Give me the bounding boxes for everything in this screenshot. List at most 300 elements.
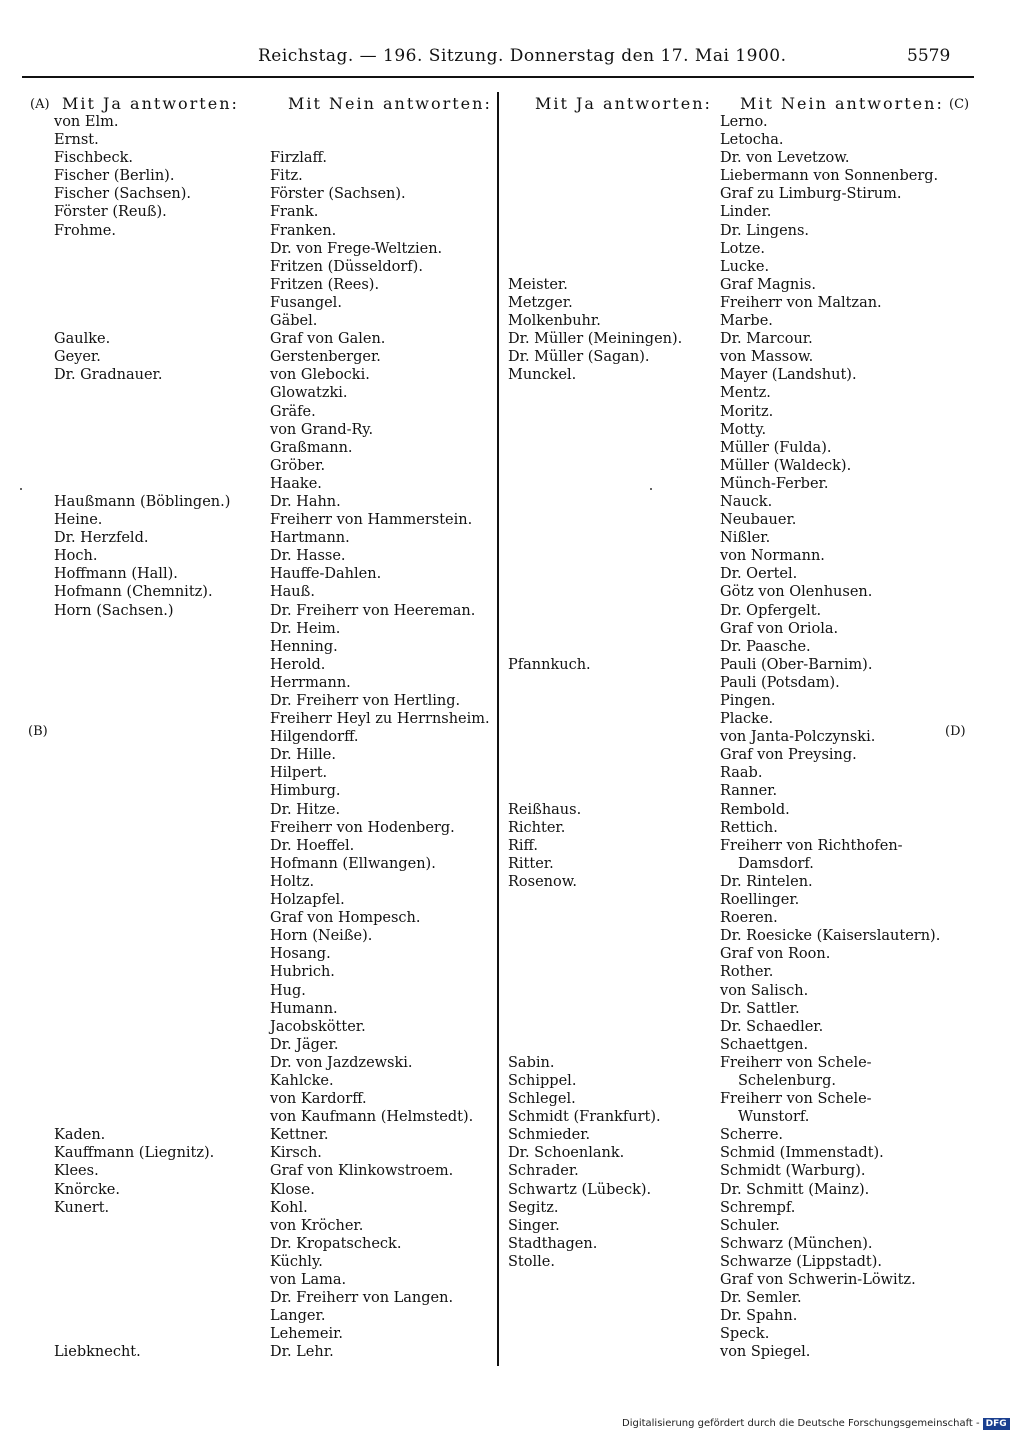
name-entry — [508, 963, 682, 981]
name-entry: Dr. Müller (Meiningen). — [508, 331, 683, 348]
name-entry — [54, 1398, 230, 1416]
name-entry — [54, 1000, 230, 1018]
name-entry: Dr. Lehr. — [270, 1344, 334, 1361]
name-entry — [508, 240, 682, 258]
name-entry: Rosenow. — [508, 873, 578, 890]
name-entry — [54, 1036, 230, 1054]
name-entry — [54, 421, 230, 439]
name-entry: Dr. Lingens. — [720, 222, 810, 239]
name-entry — [508, 403, 682, 421]
name-entry: Dr. Schaedler. — [720, 1018, 824, 1035]
name-entry: Herold. — [270, 656, 326, 673]
name-entry: Kaden. — [54, 1127, 106, 1144]
name-entry — [54, 891, 230, 909]
name-entry: Franken. — [270, 222, 337, 239]
name-entry: Hoch. — [54, 548, 98, 565]
name-entry: Scherre. — [720, 1127, 784, 1144]
name-entry: Moritz. — [720, 403, 774, 420]
name-entry — [508, 728, 682, 746]
name-entry: Horn (Sachsen.) — [54, 602, 174, 619]
name-entry — [54, 909, 230, 927]
name-entry: Molkenbuhr. — [508, 313, 601, 330]
name-entry — [54, 475, 230, 493]
name-entry: Schmid (Immenstadt). — [720, 1145, 884, 1162]
name-entry: Graf von Schwerin-Löwitz. — [720, 1272, 916, 1288]
name-entry: Roeren. — [720, 910, 778, 927]
name-entry — [508, 945, 682, 963]
name-entry: Motty. — [720, 421, 767, 438]
name-entry: Dr. Hitze. — [270, 801, 341, 818]
name-entry: Dr. Semler. — [720, 1290, 802, 1307]
name-entry: Dr. von Levetzow. — [720, 150, 850, 167]
name-entry: Fischbeck. — [54, 150, 133, 167]
name-entry — [54, 439, 230, 457]
name-entry — [54, 403, 230, 421]
ja-names-left — [54, 113, 230, 1434]
name-entry: Schrempf. — [720, 1199, 796, 1216]
ink-dot — [20, 488, 22, 490]
name-entry: Freiherr von Maltzan. — [720, 294, 882, 311]
name-entry — [54, 1217, 230, 1235]
name-entry — [508, 529, 682, 547]
name-entry: Hubrich. — [270, 964, 335, 981]
name-entry: Dr. Schoenlank. — [508, 1145, 625, 1162]
name-entry — [54, 819, 230, 837]
name-entry: Haake. — [270, 475, 322, 492]
name-entry: Fischer (Sachsen). — [54, 186, 192, 203]
name-entry — [508, 421, 682, 439]
name-entry: Geyer. — [54, 349, 101, 366]
name-entry — [508, 620, 682, 638]
margin-mark-d: (D) — [945, 724, 966, 739]
header-rule — [22, 76, 974, 78]
name-entry — [54, 982, 230, 1000]
name-entry: Dr. Gradnauer. — [54, 367, 163, 384]
name-entry: Gerstenberger. — [270, 349, 381, 366]
name-entry — [54, 692, 230, 710]
name-entry: Mayer (Landshut). — [720, 367, 857, 384]
name-entry: Frohme. — [54, 222, 117, 239]
name-entry: Küchly. — [270, 1253, 323, 1270]
name-entry: Schaettgen. — [720, 1036, 809, 1053]
name-entry: Sabin. — [508, 1054, 555, 1071]
name-entry: Hofmann (Chemnitz). — [54, 584, 213, 601]
name-entry — [508, 1325, 682, 1343]
nein-names-right — [720, 113, 940, 1361]
heading-nein-left: Mit Nein antworten: — [288, 94, 492, 113]
name-entry: Graf Magnis. — [720, 276, 816, 293]
name-entry: Dr. Hille. — [270, 747, 336, 764]
name-entry: Pfannkuch. — [508, 656, 591, 673]
name-entry: Hilpert. — [270, 765, 328, 782]
name-entry: Graf von Oriola. — [720, 620, 839, 637]
name-entry — [54, 1090, 230, 1108]
name-entry: Hartmann. — [270, 530, 350, 547]
name-entry — [508, 1361, 682, 1379]
name-entry: Nauck. — [720, 493, 773, 510]
name-entry: Stadthagen. — [508, 1235, 598, 1252]
name-entry — [508, 1018, 682, 1036]
name-entry: von Elm. — [54, 114, 119, 130]
name-entry: Letocha. — [720, 132, 784, 149]
name-entry — [54, 1361, 230, 1379]
name-entry — [508, 258, 682, 276]
name-entry: Dr. Freiherr von Heereman. — [270, 602, 476, 619]
name-entry: Freiherr von Schele- — [720, 1054, 872, 1071]
name-entry — [508, 692, 682, 710]
name-entry — [508, 1289, 682, 1307]
name-entry: von Grand-Ry. — [270, 421, 374, 438]
name-entry: Stolle. — [508, 1253, 555, 1270]
name-entry: Riff. — [508, 837, 538, 854]
name-entry — [54, 801, 230, 819]
name-entry: Hofmann (Ellwangen). — [270, 855, 436, 872]
name-entry: von Kaufmann (Helmstedt). — [270, 1109, 474, 1126]
name-entry — [508, 1398, 682, 1416]
name-entry: Graf von Galen. — [270, 331, 386, 348]
name-entry: Segitz. — [508, 1199, 559, 1216]
name-entry: Lerno. — [720, 114, 768, 130]
name-entry: Dr. Freiherr von Langen. — [270, 1290, 454, 1307]
name-entry: Meister. — [508, 276, 568, 293]
name-entry — [508, 222, 682, 240]
name-entry — [54, 873, 230, 891]
name-entry: Kettner. — [270, 1127, 329, 1144]
name-entry: Haußmann (Böblingen.) — [54, 493, 231, 510]
name-entry: Richter. — [508, 819, 566, 836]
margin-mark-a: (A) — [30, 97, 50, 112]
name-entry — [54, 1253, 230, 1271]
name-entry: Schwarz (München). — [720, 1235, 873, 1252]
name-entry: von Normann. — [720, 548, 825, 565]
name-entry — [508, 602, 682, 620]
name-entry: Fusangel. — [270, 294, 342, 311]
name-entry — [508, 131, 682, 149]
name-entry: Linder. — [720, 204, 772, 221]
name-entry: Wunstorf. — [738, 1109, 810, 1126]
name-entry: Dr. Opfergelt. — [720, 602, 822, 619]
name-entry — [54, 674, 230, 692]
name-entry — [508, 746, 682, 764]
name-entry: Speck. — [720, 1326, 770, 1343]
name-entry — [54, 1325, 230, 1343]
name-entry: von Massow. — [720, 349, 814, 366]
name-entry: Dr. Hasse. — [270, 548, 346, 565]
name-entry: Dr. von Jazdzewski. — [270, 1054, 413, 1071]
heading-ja-right: Mit Ja antworten: — [535, 94, 712, 113]
name-entry: Roellinger. — [720, 892, 800, 909]
name-entry: Schwartz (Lübeck). — [508, 1181, 652, 1198]
name-entry: Hug. — [270, 982, 306, 999]
name-entry: Reißhaus. — [508, 801, 582, 818]
name-entry: Ernst. — [54, 132, 99, 149]
name-entry: Pauli (Ober-Barnim). — [720, 656, 873, 673]
name-entry: Firzlaff. — [270, 150, 327, 167]
name-entry — [54, 1380, 230, 1398]
name-entry: Graf von Hompesch. — [270, 910, 421, 927]
name-entry — [508, 1000, 682, 1018]
name-entry — [508, 638, 682, 656]
name-entry — [508, 891, 682, 909]
name-entry: Dr. Rintelen. — [720, 873, 813, 890]
name-entry: Rother. — [720, 964, 774, 981]
name-entry: Graf von Preysing. — [720, 747, 857, 764]
name-entry: Dr. Hoeffel. — [270, 837, 355, 854]
name-entry — [270, 131, 490, 149]
name-entry: Rettich. — [720, 819, 778, 836]
name-entry — [508, 583, 682, 601]
name-entry — [54, 1054, 230, 1072]
nein-names-left — [270, 113, 490, 1361]
name-entry: Nißler. — [720, 530, 771, 547]
name-entry: Metzger. — [508, 294, 573, 311]
name-entry: Dr. Herzfeld. — [54, 530, 149, 547]
name-entry — [508, 475, 682, 493]
name-entry: Dr. Oertel. — [720, 566, 798, 583]
name-entry — [54, 1416, 230, 1434]
name-entry: Graf zu Limburg-Stirum. — [720, 186, 902, 203]
dfg-logo: DFG — [983, 1418, 1010, 1430]
ja-names-right — [508, 113, 682, 1416]
name-entry: Hauß. — [270, 584, 315, 601]
name-entry: Holtz. — [270, 873, 315, 890]
name-entry: Pingen. — [720, 693, 776, 709]
name-entry: von Janta-Polczynski. — [720, 729, 876, 746]
name-entry — [54, 728, 230, 746]
page-number: 5579 — [907, 46, 951, 66]
name-entry — [508, 439, 682, 457]
name-entry: Fritzen (Düsseldorf). — [270, 258, 423, 275]
name-entry: Humann. — [270, 1000, 338, 1017]
name-entry: Klees. — [54, 1163, 99, 1180]
name-entry — [508, 927, 682, 945]
name-entry: Raab. — [720, 765, 763, 782]
name-entry: Dr. Spahn. — [720, 1308, 798, 1325]
name-entry — [54, 1289, 230, 1307]
name-entry: Freiherr von Richthofen- — [720, 837, 903, 854]
heading-ja-left: Mit Ja antworten: — [62, 94, 239, 113]
name-entry: Neubauer. — [720, 512, 797, 529]
name-entry — [508, 149, 682, 167]
name-entry: von Glebocki. — [270, 367, 370, 384]
name-entry: Schrader. — [508, 1163, 579, 1180]
name-entry — [508, 113, 682, 131]
name-entry — [54, 258, 230, 276]
name-entry: Gäbel. — [270, 313, 318, 330]
name-entry — [54, 240, 230, 258]
name-entry: Müller (Fulda). — [720, 439, 832, 456]
name-entry: Gröber. — [270, 457, 326, 474]
name-entry: Müller (Waldeck). — [720, 457, 852, 474]
name-entry — [54, 710, 230, 728]
name-entry — [54, 656, 230, 674]
name-entry: von Lama. — [270, 1272, 347, 1288]
name-entry — [54, 457, 230, 475]
name-entry — [54, 1271, 230, 1289]
name-entry: Dr. Roesicke (Kaiserslautern). — [720, 928, 941, 945]
name-entry — [54, 638, 230, 656]
name-entry: Rembold. — [720, 801, 790, 818]
name-entry: Hauffe-Dahlen. — [270, 566, 382, 583]
name-entry: Ritter. — [508, 855, 554, 872]
margin-mark-b: (B) — [28, 724, 48, 739]
name-entry: Lotze. — [720, 240, 766, 257]
name-entry — [508, 764, 682, 782]
name-entry: Gräfe. — [270, 403, 316, 420]
footer-text: Digitalisierung gefördert durch die Deutsche Forschungsgemeinschaft - — [622, 1418, 980, 1429]
digitization-footer — [622, 1418, 1010, 1430]
name-entry — [508, 1307, 682, 1325]
name-entry: Jacobskötter. — [270, 1018, 366, 1035]
name-entry: Munckel. — [508, 367, 577, 384]
name-entry: Schmidt (Warburg). — [720, 1163, 866, 1180]
name-entry: Knörcke. — [54, 1181, 120, 1198]
name-entry: Henning. — [270, 638, 338, 655]
name-entry: Münch-Ferber. — [720, 475, 829, 492]
name-entry: Damsdorf. — [738, 855, 814, 872]
name-entry: Schmieder. — [508, 1127, 591, 1144]
name-entry: Herrmann. — [270, 674, 351, 691]
name-entry: Schelenburg. — [738, 1072, 836, 1089]
name-entry: Dr. Paasche. — [720, 638, 811, 655]
name-entry: Ranner. — [720, 783, 778, 800]
name-entry — [508, 674, 682, 692]
name-entry — [54, 764, 230, 782]
name-entry: Heine. — [54, 512, 103, 529]
name-entry: Holzapfel. — [270, 892, 345, 909]
name-entry — [508, 384, 682, 402]
name-entry: Liebermann von Sonnenberg. — [720, 168, 939, 185]
name-entry: Dr. Sattler. — [720, 1000, 800, 1017]
name-entry: Himburg. — [270, 783, 341, 800]
page-header-title: Reichstag. — 196. Sitzung. Donnerstag den 17. Mai 1900. — [258, 46, 787, 66]
name-entry — [54, 837, 230, 855]
name-entry: von Kardorff. — [270, 1091, 367, 1108]
name-entry — [508, 1343, 682, 1361]
name-entry — [508, 909, 682, 927]
name-entry: Klose. — [270, 1181, 315, 1198]
column-divider — [497, 92, 499, 1366]
name-entry — [54, 312, 230, 330]
heading-nein-right: Mit Nein antworten: — [740, 94, 944, 113]
name-entry: Schwarze (Lippstadt). — [720, 1253, 882, 1270]
name-entry: Freiherr von Hodenberg. — [270, 819, 455, 836]
name-entry: Schuler. — [720, 1217, 780, 1234]
name-entry: Lehemeir. — [270, 1326, 344, 1343]
name-entry — [508, 710, 682, 728]
name-entry: Dr. Jäger. — [270, 1036, 339, 1053]
name-entry — [508, 457, 682, 475]
name-entry — [54, 1235, 230, 1253]
name-entry — [508, 493, 682, 511]
name-entry — [54, 384, 230, 402]
name-entry: Dr. von Frege-Weltzien. — [270, 240, 443, 257]
name-entry: Förster (Sachsen). — [270, 186, 406, 203]
name-entry: Förster (Reuß). — [54, 204, 167, 221]
name-entry: Kunert. — [54, 1199, 110, 1216]
name-entry — [508, 185, 682, 203]
name-entry — [54, 620, 230, 638]
name-entry: Graßmann. — [270, 439, 353, 456]
name-entry: Kahlcke. — [270, 1072, 334, 1089]
name-entry — [54, 1072, 230, 1090]
name-entry — [508, 1036, 682, 1054]
name-entry: Schlegel. — [508, 1091, 576, 1108]
name-entry: von Kröcher. — [270, 1217, 364, 1234]
name-entry — [508, 982, 682, 1000]
name-entry — [508, 565, 682, 583]
name-entry — [54, 294, 230, 312]
name-entry: von Spiegel. — [720, 1344, 811, 1361]
name-entry: Freiherr von Schele- — [720, 1091, 872, 1108]
name-entry: Fitz. — [270, 168, 303, 185]
name-entry: Freiherr von Hammerstein. — [270, 512, 473, 529]
name-entry: Schippel. — [508, 1072, 577, 1089]
name-entry: Liebknecht. — [54, 1344, 141, 1361]
name-entry — [508, 1271, 682, 1289]
name-entry — [54, 276, 230, 294]
margin-mark-c: (C) — [949, 97, 970, 112]
name-entry: Glowatzki. — [270, 385, 348, 402]
name-entry: Fritzen (Rees). — [270, 276, 380, 293]
name-entry: Dr. Schmitt (Mainz). — [720, 1181, 870, 1198]
name-entry — [54, 1307, 230, 1325]
name-entry: Freiherr Heyl zu Herrnsheim. — [270, 711, 490, 728]
name-entry: Schmidt (Frankfurt). — [508, 1109, 661, 1126]
name-entry: Graf von Roon. — [720, 946, 831, 963]
name-entry — [54, 1108, 230, 1126]
name-entry — [54, 782, 230, 800]
name-entry: Dr. Hahn. — [270, 493, 341, 510]
name-entry: Langer. — [270, 1308, 326, 1325]
name-entry: Graf von Klinkowstroem. — [270, 1163, 454, 1180]
name-entry: Horn (Neiße). — [270, 928, 373, 945]
name-entry: Hilgendorff. — [270, 729, 359, 746]
name-entry: Dr. Müller (Sagan). — [508, 349, 650, 366]
name-entry: von Salisch. — [720, 982, 809, 999]
name-entry: Dr. Heim. — [270, 620, 341, 637]
name-entry: Singer. — [508, 1217, 560, 1234]
name-entry — [508, 511, 682, 529]
name-entry: Hoffmann (Hall). — [54, 566, 178, 583]
name-entry: Gaulke. — [54, 331, 111, 348]
name-entry: Marbe. — [720, 313, 773, 330]
name-entry — [508, 203, 682, 221]
name-entry: Dr. Marcour. — [720, 331, 813, 348]
name-entry: Frank. — [270, 204, 319, 221]
name-entry: Kirsch. — [270, 1145, 322, 1162]
name-entry: Dr. Kropatscheck. — [270, 1235, 402, 1252]
name-entry: Dr. Freiherr von Hertling. — [270, 693, 461, 709]
name-entry — [508, 782, 682, 800]
name-entry: Placke. — [720, 711, 774, 728]
name-entry: Mentz. — [720, 385, 771, 402]
name-entry: Pauli (Potsdam). — [720, 674, 840, 691]
name-entry: Götz von Olenhusen. — [720, 584, 873, 601]
name-entry: Kohl. — [270, 1199, 308, 1216]
name-entry: Fischer (Berlin). — [54, 168, 175, 185]
name-entry — [54, 746, 230, 764]
name-entry — [54, 963, 230, 981]
name-entry: Kauffmann (Liegnitz). — [54, 1145, 215, 1162]
name-entry — [54, 927, 230, 945]
ink-dot — [650, 488, 652, 490]
name-entry — [270, 113, 490, 131]
name-entry: Lucke. — [720, 258, 770, 275]
name-entry — [54, 1018, 230, 1036]
name-entry — [54, 945, 230, 963]
name-entry — [508, 1380, 682, 1398]
